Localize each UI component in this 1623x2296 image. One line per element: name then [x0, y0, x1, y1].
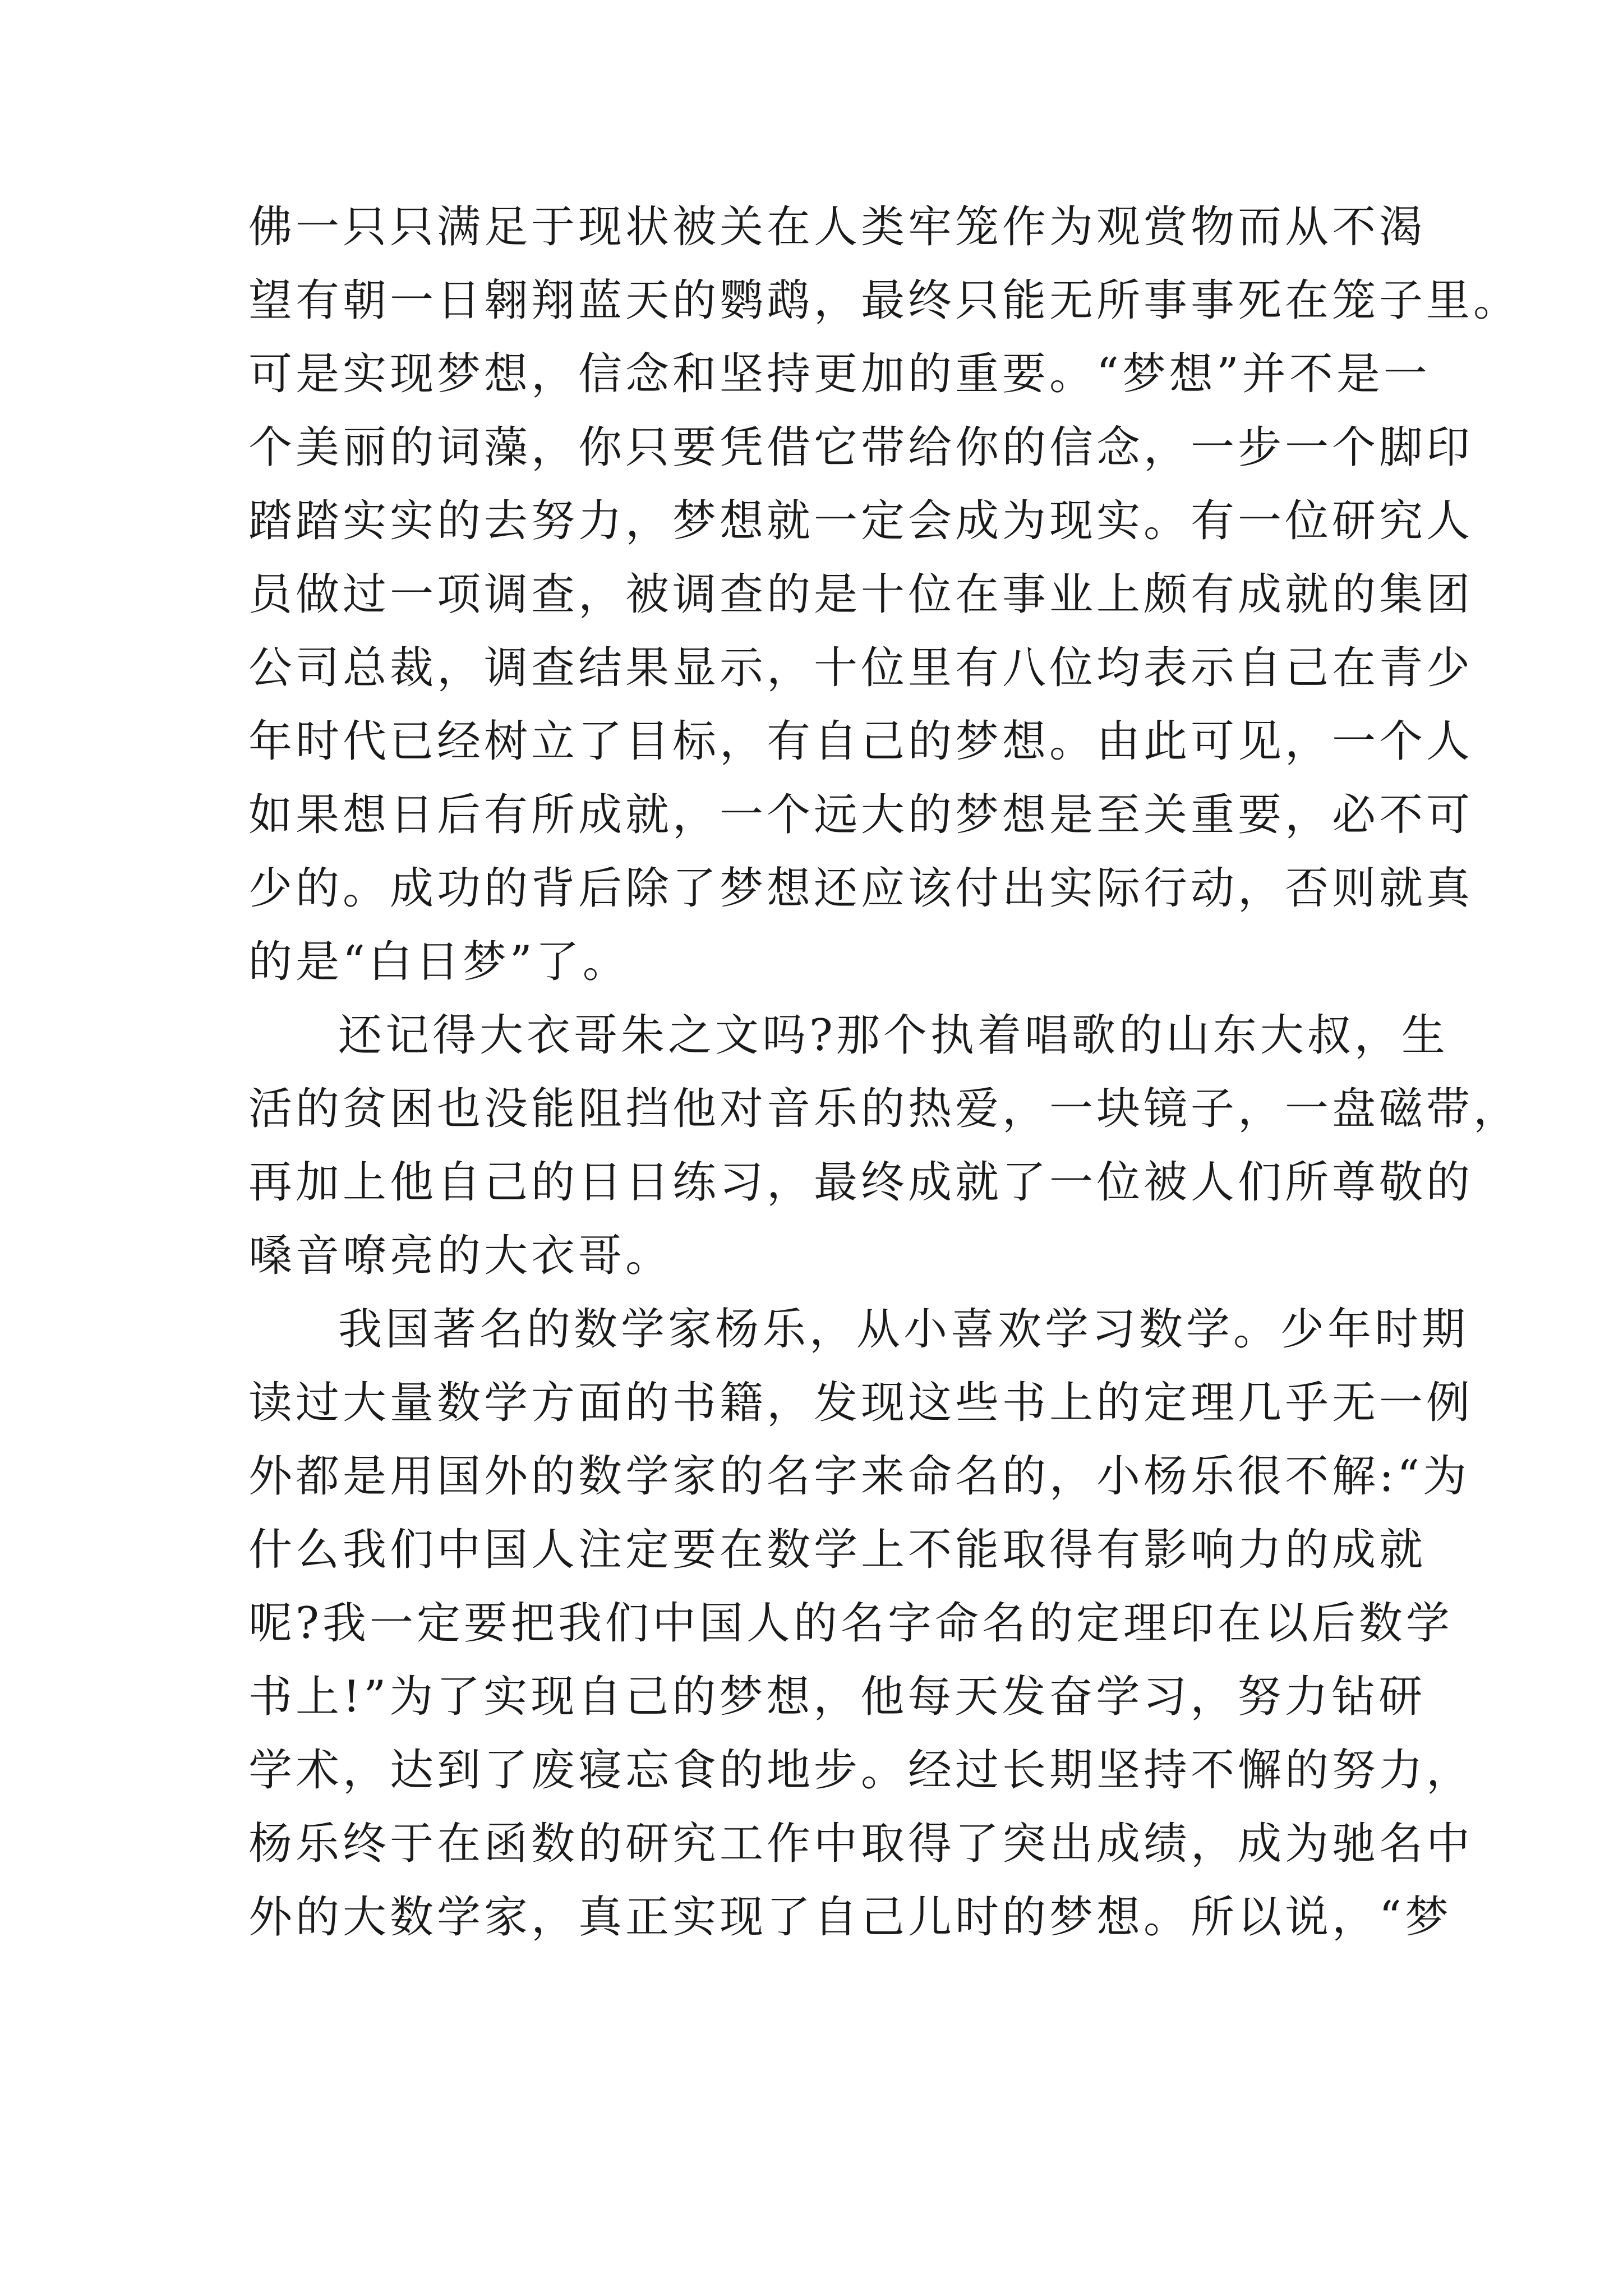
- text-line: 佛一只只满足于现状被关在人类牢笼作为观赏物而从不渴: [248, 202, 1427, 252]
- text-line: 什么我们中国人注定要在数学上不能取得有影响力的成就: [248, 1525, 1427, 1575]
- text-line: 外的大数学家，真正实现了自己儿时的梦想。所以说，“梦: [248, 1892, 1452, 1943]
- text-line: 杨乐终于在函数的研究工作中取得了突出成绩，成为驰名中: [248, 1819, 1474, 1869]
- text-line: 呢?我一定要把我们中国人的名字命名的定理印在以后数学: [248, 1598, 1453, 1649]
- text-line: 的是“白日梦”了。: [248, 937, 630, 987]
- text-line: 可是实现梦想，信念和坚持更加的重要。“梦想”并不是一: [248, 349, 1431, 399]
- text-line: 我国著名的数学家杨乐，从小喜欢学习数学。少年时期: [338, 1304, 1469, 1355]
- text-line: 公司总裁，调查结果显示，十位里有八位均表示自己在青少: [248, 643, 1474, 693]
- text-line: 活的贫困也没能阻挡他对音乐的热爱，一块镜子，一盘磁带，: [248, 1084, 1521, 1134]
- text-line: 嗓音嘹亮的大衣哥。: [248, 1231, 673, 1281]
- text-line: 年时代已经树立了目标，有自己的梦想。由此可见，一个人: [248, 716, 1474, 767]
- document-body: [248, 191, 1521, 1954]
- text-line: 还记得大衣哥朱之文吗?那个执着唱歌的山东大叔，生: [338, 1010, 1449, 1061]
- text-line: 学术，达到了废寝忘食的地步。经过长期坚持不懈的努力，: [248, 1745, 1474, 1796]
- text-line: 再加上他自己的日日练习，最终成就了一位被人们所尊敬的: [248, 1157, 1474, 1208]
- text-line: 少的。成功的背后除了梦想还应该付出实际行动，否则就真: [248, 863, 1474, 914]
- text-line: 员做过一项调查，被调查的是十位在事业上颇有成就的集团: [248, 569, 1474, 620]
- text-line: 如果想日后有所成就，一个远大的梦想是至关重要，必不可: [248, 790, 1474, 840]
- text-line: 个美丽的词藻，你只要凭借它带给你的信念，一步一个脚印: [248, 422, 1474, 473]
- text-line: 读过大量数学方面的书籍，发现这些书上的定理几乎无一例: [248, 1378, 1474, 1428]
- text-line: 书上!”为了实现自己的梦想，他每天发奋学习，努力钻研: [248, 1672, 1426, 1722]
- text-line: 踏踏实实的去努力，梦想就一定会成为现实。有一位研究人: [248, 496, 1474, 546]
- text-line: 外都是用国外的数学家的名字来命名的，小杨乐很不解:“为: [248, 1451, 1470, 1502]
- text-line: 望有朝一日翱翔蓝天的鹦鹉，最终只能无所事事死在笼子里。: [248, 275, 1521, 326]
